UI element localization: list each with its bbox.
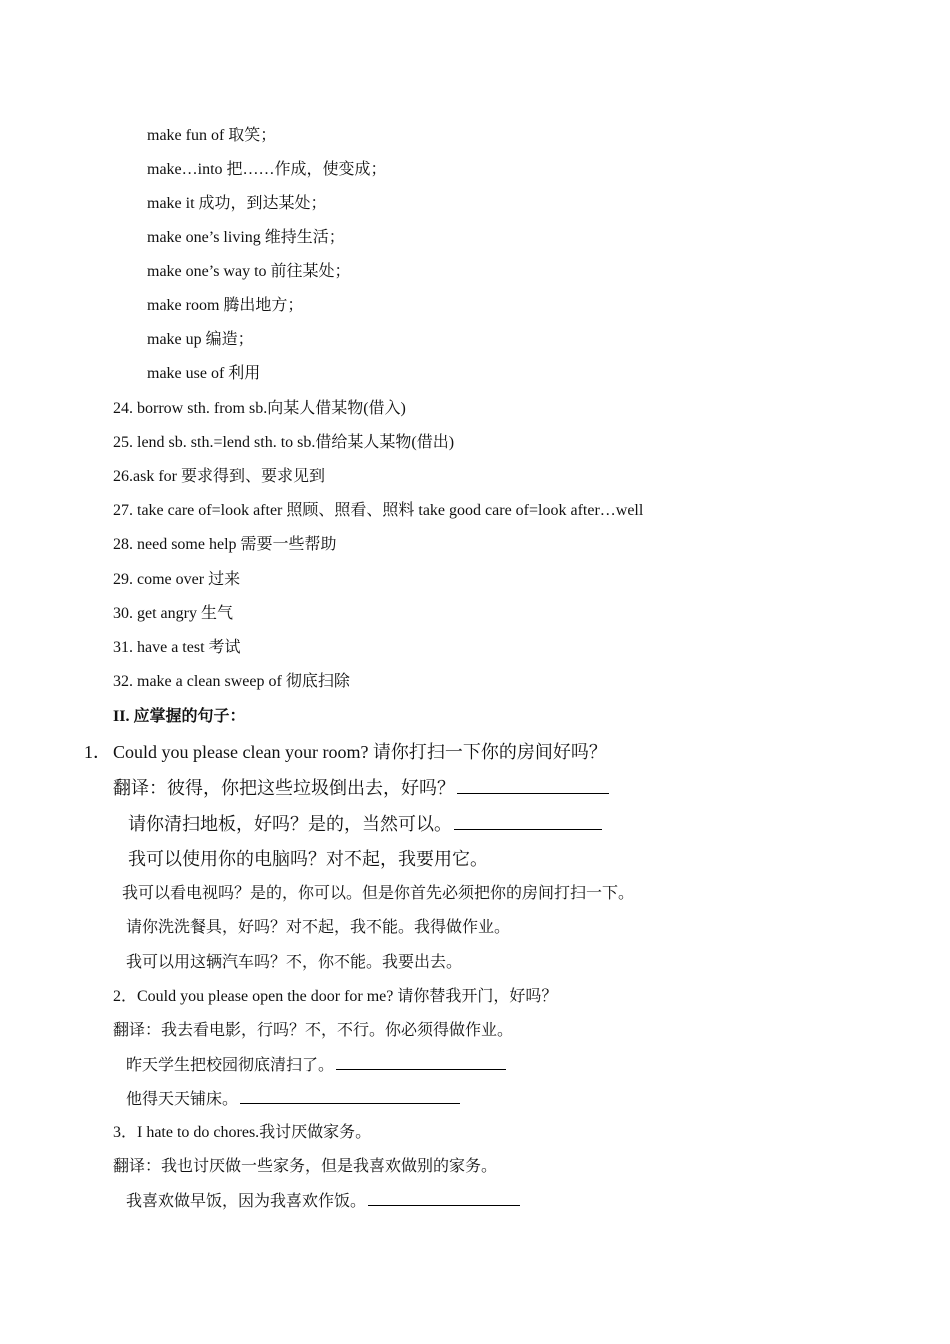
translation-text: 请你清扫地板，好吗？是的，当然可以。 bbox=[128, 814, 452, 834]
answer-blank[interactable] bbox=[368, 1191, 520, 1206]
phrase-make-up: make up 编造； bbox=[147, 331, 254, 348]
phrase-make-fun-of: make fun of 取笑； bbox=[147, 127, 277, 144]
translation-line: 我可以用这辆汽车吗？不，你不能。我要出去。 bbox=[126, 954, 463, 971]
translation-line bbox=[126, 1055, 506, 1076]
phrase-26: 26.ask for 要求得到、要求见到 bbox=[113, 468, 325, 485]
translation-line: 我可以看电视吗？是的，你可以。但是你首先必须把你的房间打扫一下。 bbox=[122, 885, 635, 902]
translation-line bbox=[128, 812, 602, 836]
phrase-32: 32. make a clean sweep of 彻底扫除 bbox=[113, 673, 350, 690]
sentence-1: Could you please clean your room? 请你打扫一下你的房间好吗？ bbox=[113, 742, 607, 762]
translation-text: 他得天天铺床。 bbox=[126, 1091, 239, 1108]
answer-blank[interactable] bbox=[336, 1055, 506, 1070]
translation-line: 翻译：我去看电影，行吗？不，不行。你必须得做作业。 bbox=[113, 1022, 514, 1039]
phrase-make-ones-living: make one’s living 维持生活； bbox=[147, 229, 345, 246]
translation-line bbox=[126, 1191, 520, 1212]
phrase-29: 29. come over 过来 bbox=[113, 571, 241, 588]
section-title: II. 应掌握的句子： bbox=[113, 708, 246, 725]
phrase-make-ones-way: make one’s way to 前往某处； bbox=[147, 263, 351, 280]
phrase-28: 28. need some help 需要一些帮助 bbox=[113, 536, 337, 553]
sentence-3: 3．I hate to do chores.我讨厌做家务。 bbox=[113, 1124, 372, 1141]
phrase-25: 25. lend sb. sth.=lend sth. to sb.借给某人某物(借出) bbox=[113, 434, 455, 451]
translation-line: 请你洗洗餐具，好吗？对不起，我不能。我得做作业。 bbox=[126, 919, 511, 936]
phrase-30: 30. get angry 生气 bbox=[113, 605, 233, 622]
sentence-2: 2．Could you please open the door for me? 请你替我开门，好吗？ bbox=[113, 988, 558, 1005]
translation-text: 昨天学生把校园彻底清扫了。 bbox=[126, 1057, 335, 1074]
phrase-make-it: make it 成功，到达某处； bbox=[147, 195, 327, 212]
phrase-make-into: make…into 把……作成，使变成； bbox=[147, 161, 387, 178]
translation-line bbox=[113, 776, 609, 800]
phrase-27: 27. take care of=look after 照顾、照看、照料 take good care of=look after…well bbox=[113, 502, 644, 519]
answer-blank[interactable] bbox=[454, 815, 602, 830]
answer-blank[interactable] bbox=[240, 1089, 460, 1104]
sentence-1-number: 1． bbox=[84, 742, 111, 762]
phrase-24: 24. borrow sth. from sb.向某人借某物(借入) bbox=[113, 400, 406, 417]
translation-line bbox=[126, 1089, 460, 1110]
phrase-31: 31. have a test 考试 bbox=[113, 639, 241, 656]
translation-text: 我喜欢做早饭，因为我喜欢作饭。 bbox=[126, 1193, 367, 1210]
phrase-make-room: make room 腾出地方； bbox=[147, 297, 304, 314]
phrase-make-use-of: make use of 利用 bbox=[147, 365, 261, 382]
translation-line: 我可以使用你的电脑吗？对不起，我要用它。 bbox=[128, 849, 488, 869]
answer-blank[interactable] bbox=[457, 779, 609, 794]
translation-line: 翻译：我也讨厌做一些家务，但是我喜欢做别的家务。 bbox=[113, 1158, 498, 1175]
translation-text: 翻译：彼得，你把这些垃圾倒出去，好吗？ bbox=[113, 778, 455, 798]
